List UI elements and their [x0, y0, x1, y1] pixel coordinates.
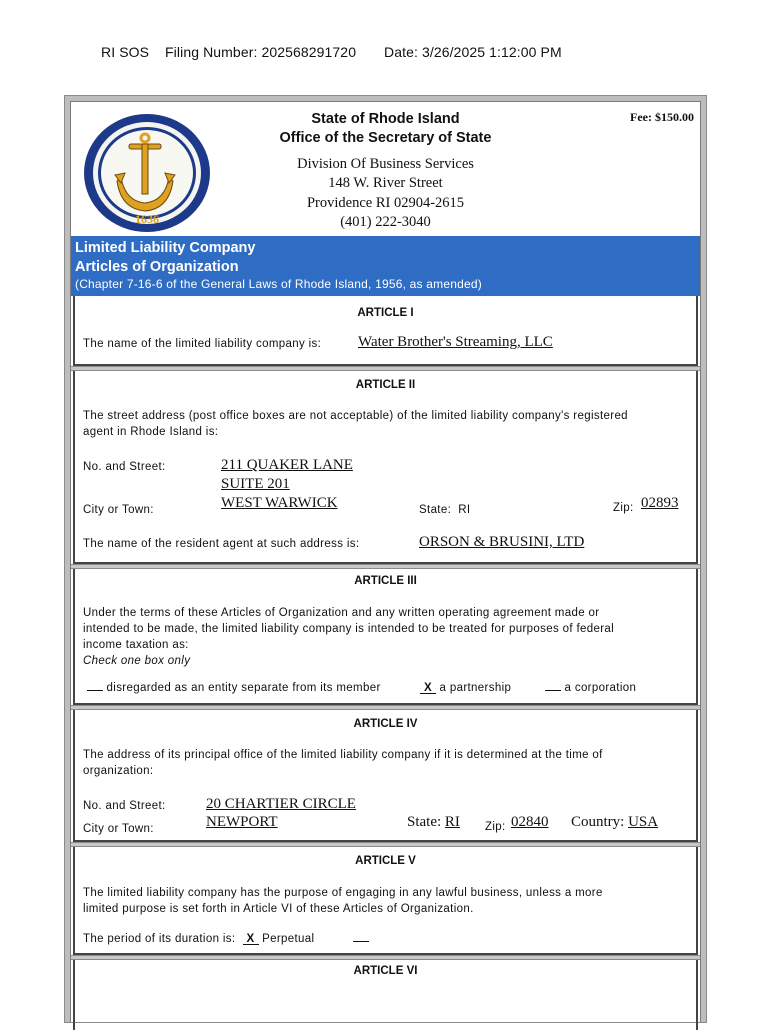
- article-3-text: [83, 605, 614, 669]
- article-5-text: [83, 885, 603, 917]
- banner-statute: (Chapter 7-16-6 of the General Laws of Rhode Island, 1956, as amended): [75, 277, 482, 291]
- division-phone: (401) 222-3040: [340, 213, 431, 230]
- fee-amount: Fee: $150.00: [630, 110, 694, 124]
- division-city: Providence RI 02904-2615: [306, 194, 465, 211]
- article-2-section: [73, 371, 698, 564]
- office-country-label: Country:: [571, 814, 625, 830]
- article-2-intro-line2: agent in Rhode Island is:: [83, 426, 219, 438]
- tax-option-partnership[interactable]: [420, 680, 511, 696]
- seal-year: 1636: [135, 212, 159, 226]
- tax-option-corporation[interactable]: [545, 680, 636, 696]
- article-3-line1: Under the terms of these Articles of Organization and any written operating agreement made or: [83, 607, 600, 619]
- article-5-section: [73, 847, 698, 955]
- tax-option-disregarded-label: disregarded as an entity separate from its member: [106, 682, 381, 694]
- tax-option-corporation-label: a corporation: [564, 682, 637, 694]
- article-6-section: [73, 960, 698, 1030]
- article-4-text: [83, 747, 603, 779]
- office-zip: 02840: [511, 814, 549, 830]
- office-country: USA: [628, 814, 659, 830]
- tax-option-disregarded[interactable]: [87, 680, 381, 696]
- duration-field: [83, 931, 369, 947]
- article-3-instruction: Check one box only: [83, 655, 191, 667]
- tax-option-disregarded-checkbox[interactable]: [87, 680, 103, 691]
- form-frame: [64, 95, 707, 1023]
- division-street: 148 W. River Street: [328, 175, 443, 192]
- banner-line1: Limited Liability Company: [75, 240, 256, 256]
- article-5-title: ARTICLE V: [355, 855, 416, 867]
- form-body: [70, 101, 701, 1022]
- filing-date: Date: 3/26/2025 1:12:00 PM: [384, 44, 562, 60]
- agent-street-line1: 211 QUAKER LANE: [221, 457, 353, 473]
- article-1-section: [73, 296, 698, 366]
- article-4-line1: The address of its principal office of the limited liability company if it is determined at the time of: [83, 749, 603, 761]
- article-3-line3: income taxation as:: [83, 639, 189, 651]
- perpetual-label: Perpetual: [262, 933, 315, 945]
- filing-number: Filing Number: 202568291720: [165, 44, 357, 60]
- agent-state-label: [419, 502, 470, 518]
- company-name: Water Brother's Streaming, LLC: [358, 334, 553, 350]
- article-3-section: [73, 569, 698, 705]
- office-zip-label: Zip:: [485, 821, 506, 833]
- agent-state-label-text: State:: [419, 504, 452, 516]
- office-state-label: State:: [407, 814, 442, 830]
- form-header: [71, 102, 700, 236]
- perpetual-checkbox[interactable]: X: [243, 934, 259, 945]
- state-name: State of Rhode Island: [311, 111, 460, 127]
- agent-city: WEST WARWICK: [221, 495, 338, 511]
- tax-option-partnership-label: a partnership: [439, 682, 512, 694]
- office-street-label: No. and Street:: [83, 800, 166, 812]
- header-title: [71, 110, 700, 148]
- office-country-field: [571, 814, 658, 831]
- article-2-intro-line1: The street address (post office boxes are not acceptable) of the limited liability company's registered: [83, 410, 628, 422]
- article-1-title: ARTICLE I: [357, 307, 414, 319]
- article-4-line2: organization:: [83, 765, 154, 777]
- form-title-banner: [71, 236, 700, 296]
- header-address: [71, 155, 700, 232]
- article-5-line2: limited purpose is set forth in Article VI of these Articles of Organization.: [83, 903, 474, 915]
- article-6-title: ARTICLE VI: [353, 965, 418, 977]
- resident-agent-name: ORSON & BRUSINI, LTD: [419, 534, 585, 550]
- office-street: 20 CHARTIER CIRCLE: [206, 796, 356, 812]
- article-3-line2: intended to be made, the limited liability company is intended to be treated for purposes of federal: [83, 623, 615, 635]
- agent-street-line2: SUITE 201: [221, 476, 290, 492]
- filing-header-line: [101, 44, 562, 60]
- banner-line2: Articles of Organization: [75, 259, 239, 275]
- resident-agent-label: The name of the resident agent at such address is:: [83, 538, 360, 550]
- agent-zip-label: Zip:: [613, 502, 634, 514]
- article-3-title: ARTICLE III: [354, 575, 417, 587]
- article-5-line1: The limited liability company has the purpose of engaging in any lawful business, unless a more: [83, 887, 603, 899]
- article-4-section: [73, 710, 698, 842]
- agent-state: RI: [458, 504, 471, 516]
- office-state-field: [407, 814, 460, 831]
- office-state: RI: [444, 814, 460, 830]
- division-name: Division Of Business Services: [297, 156, 474, 172]
- banner-title: [75, 239, 255, 277]
- article-2-title: ARTICLE II: [355, 379, 416, 391]
- article-1-label: The name of the limited liability company is:: [83, 338, 322, 350]
- agent-street-label: No. and Street:: [83, 461, 166, 473]
- org-label: RI SOS: [101, 44, 150, 60]
- article-2-intro: [83, 408, 628, 440]
- office-city: NEWPORT: [206, 814, 278, 830]
- article-4-title: ARTICLE IV: [353, 718, 418, 730]
- office-city-label: City or Town:: [83, 823, 154, 835]
- office-name: Office of the Secretary of State: [279, 130, 492, 146]
- agent-city-label: City or Town:: [83, 504, 154, 516]
- agent-zip: 02893: [641, 495, 679, 511]
- tax-option-corporation-checkbox[interactable]: [545, 680, 561, 691]
- tax-option-partnership-checkbox[interactable]: X: [420, 683, 436, 694]
- duration-label: The period of its duration is:: [83, 933, 236, 945]
- other-duration-checkbox[interactable]: [353, 931, 369, 942]
